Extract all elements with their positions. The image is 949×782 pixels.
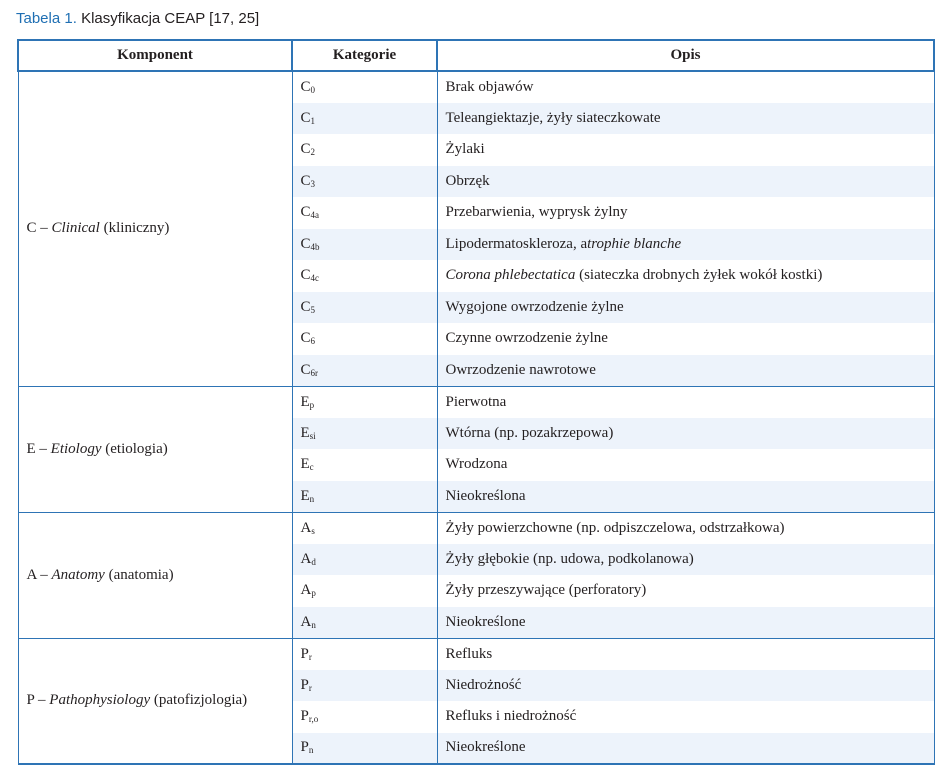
description-cell: [437, 481, 934, 513]
category-subscript: 6r: [310, 367, 319, 378]
description-text: Teleangiektazje, żyły siateczkowate: [445, 109, 661, 126]
component-cell: [18, 71, 292, 386]
category-code: C: [300, 330, 311, 347]
description-text: Wygojone owrzodzenie żylne: [445, 298, 624, 315]
category-code: C: [300, 141, 311, 158]
table-caption: [16, 10, 259, 27]
category-subscript: 2: [310, 147, 316, 158]
category-code: E: [300, 456, 310, 473]
description-text: Obrzęk: [445, 172, 490, 189]
component-name: Pathophysiology: [49, 692, 151, 709]
category-code: A: [300, 613, 312, 630]
description-cell: [437, 323, 934, 355]
table-row: [18, 71, 934, 103]
description-text: Nieokreślona: [445, 487, 526, 504]
description-text: Czynne owrzodzenie żylne: [445, 330, 608, 347]
table-caption-text: Klasyfikacja CEAP [17, 25]: [81, 10, 260, 27]
description-text: Pierwotna: [445, 393, 507, 410]
description-cell: [437, 103, 934, 135]
category-subscript: 4b: [310, 241, 320, 252]
category-code: C: [300, 204, 311, 221]
table-row: [18, 638, 934, 670]
category-code: A: [300, 550, 312, 567]
category-cell: [292, 166, 437, 198]
description-text: Refluks i niedrożność: [445, 708, 577, 725]
component-cell: [18, 386, 292, 512]
component-translation: (kliniczny): [99, 220, 170, 237]
category-cell: [292, 355, 437, 387]
table-caption-label: Tabela 1.: [16, 10, 77, 27]
component-cell: [18, 638, 292, 764]
component-prefix: P –: [26, 692, 50, 709]
table-row: [18, 386, 934, 418]
category-subscript: n: [309, 493, 315, 504]
category-cell: [292, 449, 437, 481]
category-subscript: r,o: [308, 714, 319, 725]
description-cell: [437, 701, 934, 733]
category-subscript: s: [311, 525, 315, 536]
description-text: Żylaki: [445, 141, 485, 158]
category-cell: [292, 71, 437, 103]
component-translation: (anatomia): [104, 566, 174, 583]
component-name: Clinical: [51, 220, 100, 237]
category-subscript: r: [308, 651, 312, 662]
component-prefix: E –: [26, 440, 51, 457]
description-cell: [437, 386, 934, 418]
description-cell: [437, 670, 934, 702]
category-cell: [292, 197, 437, 229]
description-cell: [437, 292, 934, 324]
category-subscript: n: [311, 619, 316, 630]
category-code: P: [300, 676, 309, 693]
header-description: Opis: [437, 40, 934, 71]
description-cell: [437, 544, 934, 576]
description-text: Refluks: [445, 645, 493, 662]
category-subscript: si: [309, 430, 316, 441]
category-cell: [292, 386, 437, 418]
category-code: E: [300, 487, 310, 504]
description-text: Wtórna (np. pozakrzepowa): [445, 424, 614, 441]
category-cell: [292, 481, 437, 513]
header-category: Kategorie: [292, 40, 437, 71]
category-code: C: [300, 172, 311, 189]
description-text: Owrzodzenie nawrotowe: [445, 361, 596, 378]
category-code: P: [300, 645, 309, 662]
category-code: E: [300, 424, 310, 441]
category-cell: [292, 323, 437, 355]
category-cell: [292, 418, 437, 450]
component-prefix: A –: [26, 566, 52, 583]
category-code: C: [300, 298, 311, 315]
category-code: C: [300, 109, 311, 126]
category-subscript: p: [309, 399, 315, 410]
category-cell: [292, 229, 437, 261]
category-cell: [292, 670, 437, 702]
category-cell: [292, 134, 437, 166]
category-cell: [292, 544, 437, 576]
description-text: Żyły przeszywające (perforatory): [445, 582, 647, 599]
description-cell: [437, 197, 934, 229]
description-cell: [437, 260, 934, 292]
table-header: [18, 40, 934, 71]
description-cell: [437, 134, 934, 166]
category-subscript: 1: [310, 115, 316, 126]
table-body: [18, 71, 934, 764]
description-text: Nieokreślone: [445, 613, 526, 630]
category-subscript: 5: [310, 304, 316, 315]
category-code: A: [300, 519, 312, 536]
description-cell: [437, 229, 934, 261]
category-subscript: 4a: [310, 210, 320, 221]
description-text: Niedrożność: [445, 676, 522, 693]
component-name: Anatomy: [51, 566, 105, 583]
category-cell: [292, 701, 437, 733]
category-subscript: 3: [310, 178, 316, 189]
category-code: A: [300, 582, 312, 599]
description-text: Wrodzona: [445, 456, 508, 473]
category-subscript: 0: [310, 84, 316, 95]
category-cell: [292, 638, 437, 670]
component-prefix: C –: [26, 220, 52, 237]
description-cell: [437, 71, 934, 103]
description-cell: [437, 638, 934, 670]
category-cell: [292, 260, 437, 292]
description-cell: [437, 575, 934, 607]
description-text: Żyły powierzchowne (np. odpiszczelowa, odstrzałkowa): [445, 519, 785, 536]
category-subscript: 6: [310, 336, 316, 347]
category-cell: [292, 292, 437, 324]
component-cell: [18, 512, 292, 638]
header-component: Komponent: [18, 40, 292, 71]
category-subscript: r: [308, 682, 312, 693]
category-subscript: d: [311, 556, 316, 567]
description-cell: [437, 418, 934, 450]
category-code: C: [300, 267, 311, 284]
description-text: trophie blanche: [587, 235, 682, 252]
category-code: P: [300, 708, 309, 725]
description-text: (siateczka drobnych żyłek wokół kostki): [575, 267, 823, 284]
category-code: C: [300, 361, 311, 378]
description-cell: [437, 607, 934, 639]
description-cell: [437, 733, 934, 765]
category-code: C: [300, 78, 311, 95]
category-code: P: [300, 739, 309, 756]
category-cell: [292, 575, 437, 607]
description-cell: [437, 512, 934, 544]
component-name: Etiology: [50, 440, 102, 457]
component-translation: (patofizjologia): [150, 692, 248, 709]
category-cell: [292, 103, 437, 135]
component-translation: (etiologia): [101, 440, 168, 457]
category-cell: [292, 733, 437, 765]
description-text: Corona phlebectatica: [445, 267, 576, 284]
category-cell: [292, 512, 437, 544]
description-cell: [437, 449, 934, 481]
description-text: Lipodermatoskleroza, a: [445, 235, 588, 252]
ceap-table: [17, 39, 935, 765]
table-row: [18, 512, 934, 544]
category-subscript: c: [309, 462, 314, 473]
description-text: Brak objawów: [445, 78, 534, 95]
description-cell: [437, 166, 934, 198]
category-code: C: [300, 235, 311, 252]
category-code: E: [300, 393, 310, 410]
description-cell: [437, 355, 934, 387]
category-cell: [292, 607, 437, 639]
description-text: Żyły głębokie (np. udowa, podkolanowa): [445, 550, 694, 567]
category-subscript: p: [311, 588, 316, 599]
category-subscript: n: [308, 745, 314, 756]
description-text: Nieokreślone: [445, 739, 526, 756]
category-subscript: 4c: [310, 273, 320, 284]
description-text: Przebarwienia, wyprysk żylny: [445, 204, 628, 221]
